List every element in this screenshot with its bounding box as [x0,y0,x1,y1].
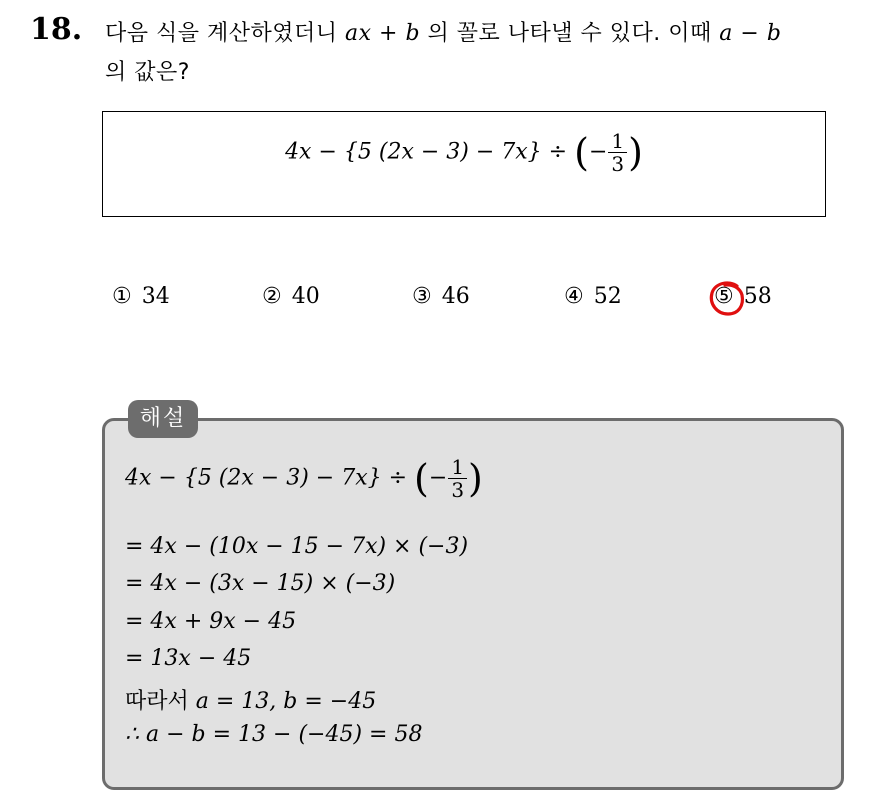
question-text-line1 [105,16,781,47]
fraction [608,130,627,175]
choice-4[interactable] [564,284,622,309]
answer-circle-icon [707,279,747,319]
expression [103,130,825,175]
choice-value: 52 [593,284,622,309]
expression-box [102,111,826,217]
expression-main: 4x − {5 (2x − 3) − 7x} ÷ [285,139,568,165]
choice-mark: ③ [412,284,432,309]
choice-mark: ④ [564,284,584,309]
fraction [448,456,467,501]
solution-line-2: = 4x − (3x − 15) × (−3) [125,571,396,596]
choice-mark: ⑤ [714,284,734,309]
solution-values: a = 13, b = −45 [195,689,377,714]
question-form: ax + b [345,21,421,46]
paren-close: ) [468,456,483,501]
fraction-numerator: 1 [608,130,627,153]
solution-line-0 [125,456,483,501]
choice-value: 34 [141,284,170,309]
solution-line-5 [125,684,376,715]
solution-label: 해설 [128,400,198,438]
fraction-denominator: 3 [451,478,465,502]
choice-value: 58 [743,284,772,309]
question-number: 18. [30,12,83,47]
choice-value: 46 [441,284,470,309]
question-prefix: 다음 식을 계산하였더니 [105,21,338,46]
frac-sign: − [428,465,448,491]
paren-close: ) [628,130,643,175]
question-middle: 의 꼴로 나타낼 수 있다. 이때 [427,21,712,46]
solution-expression: 4x − {5 (2x − 3) − 7x} ÷ [125,465,408,491]
fraction-denominator: 3 [611,152,625,176]
question-text-line2: 의 값은? [105,60,190,85]
paren-open: ( [574,130,589,175]
solution-line-6: ∴ a − b = 13 − (−45) = 58 [125,722,423,747]
solution-conclusion-prefix: 따라서 [125,689,189,714]
choice-mark: ② [262,284,282,309]
choice-value: 40 [291,284,320,309]
solution-line-4: = 13x − 45 [125,646,252,671]
paren-open: ( [414,456,429,501]
solution-line-3: = 4x + 9x − 45 [125,609,297,634]
frac-sign: − [588,139,608,165]
choice-3[interactable] [412,284,470,309]
choice-1[interactable] [112,284,170,309]
choice-2[interactable] [262,284,320,309]
question-target: a − b [719,21,782,46]
fraction-numerator: 1 [448,456,467,479]
choice-mark: ① [112,284,132,309]
solution-line-1: = 4x − (10x − 15 − 7x) × (−3) [125,534,469,559]
